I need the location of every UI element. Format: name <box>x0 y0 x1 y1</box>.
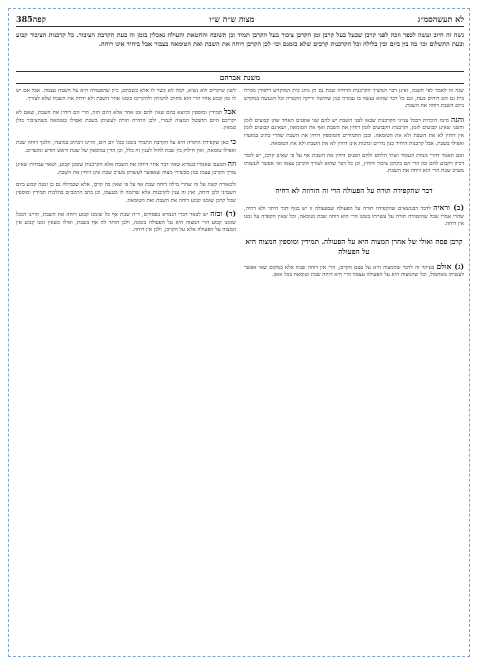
left-paragraph-3-text: כאן שקפידת התורה היא על הקרבת התמיד בזמנו בכל יום ויום, והיינו דכתיב במועדו, הלכך דוחה שבת ואפילו טומאה, ואין חילוק בין שבת לחול לענין זה כלל, וכן הדין במוספין של שבת וראש חודש ומועדים. <box>16 139 236 154</box>
left-paragraph-2 <box>16 108 236 133</box>
top-commentary: נשה זה חיוב ועשה לכפר וזכה לפני קרבן שבעל בעל קרבן זמן הקרבן ציבור בעל הקרבן תמיד וכן תשובה והחטאת והעולה נאכלין בזמן זה בעת הקרבת הציבור. כל קרבנות הציבור קבוע ובעת התשלום וכו׳ בה בין ביום ובין בלילה וכל הקרבנות קרבים שלא בזמנם וכו׳ לכן הקרבן דוחה את השבת ואת הטומאה בצבור אבל ביחיד אינו דוחה. <box>16 32 464 48</box>
right-paragraph-2 <box>244 116 464 148</box>
right-paragraph-1: שנה זה לאמר לפי תשנה, ואינן דבר המשיך הקרבנות הדחיה שבת גם הן נוהג בית המוקדש דלפידן ממילו בית גם הם דוחים בעת, וגם כל דבר שהוא נעשה בו עבודה כגון שחיטה זריקה הקטרה וכל הנעשה במקדש ביום השבת דוחה את השבת. <box>244 88 464 110</box>
header-page-number: 385 <box>16 14 33 24</box>
page-header <box>16 14 464 27</box>
text-columns <box>16 88 464 652</box>
right-lead-3: (ג) אולם <box>436 261 464 271</box>
right-lead-1: והנה <box>451 114 464 124</box>
left-lead-1: אבל <box>224 107 236 117</box>
left-paragraph-4 <box>16 160 236 177</box>
header-folio: קפה <box>32 14 46 24</box>
right-bottom-heading: קרבן פסח ואולי של אהרן המצוה היא על הפעולה. תמידין ומוספין המצוה היא על הפעולה <box>245 236 463 256</box>
left-column <box>16 88 236 652</box>
left-paragraph-5: ולכאורה קשה על זה שהרי מילה דוחה שבת אף על פי שאין בה קרבן, אלא שבמילה גם כן זמנה קבוע ביום השמיני ולכן דוחה, ואין זה ענין לקרבנות אלא שדומה לו בטעמו, וכן כתב הרמב״ם בהלכות תמידין ומוספין שכל קרבן שזמנו קבוע דוחה את השבת ואת הטומאה. <box>16 182 236 204</box>
section-title: משנת אברהם <box>16 71 464 84</box>
right-lead-2: (ב) וראיה <box>433 202 464 212</box>
right-column <box>244 88 464 652</box>
left-paragraph-4-text: הטעם שאמרו בגמרא שאין דבר אחר דוחה את השבת אלא הקרבנות שזמנן קבוע, ושאר עבודות שאינן צורך הקרבן עצמו כגון מכשירי מצוה שאפשר לעשותן מערב שבת אינן דוחין את השבת. <box>16 162 236 176</box>
left-paragraph-2-text: תמידין ומוספין וכיוצא בהם שאין להם זמן אחר אלא היום הזה, הרי הם דוחין את השבת, שאם לא יקריבם היום תתבטל המצוה לגמרי, ולכן התירה תורה לעשותן בשבת ואפילו בטומאה כשהציבור כולן טמאין. <box>16 110 236 132</box>
left-paragraph-3 <box>16 138 236 155</box>
right-paragraph-5 <box>244 263 464 280</box>
header-title: מצוה ש״ה ש״ו <box>209 14 255 24</box>
left-lead-2: כי <box>230 136 236 146</box>
header-tractate: לא תעשה <box>432 14 464 24</box>
header-pref: סמ״ג <box>417 14 433 24</box>
left-lead-3: וזה <box>227 159 236 169</box>
right-paragraph-3: ואם תאמר דהרי מנחת העומר ושתי הלחם ולחם הפנים דוחין את השבת אף על פי שאינן קרבן, יש לומר דכיון דקבוע להם זמן הרי הם כקרבן ציבור ודוחין, וכן כל דבר שהוא לצורך הקרבן עצמו ואי אפשר לעשותו מערב שבת הרי הוא דוחה את השבת. <box>244 153 464 175</box>
right-paragraph-5-text: בעיקר זה לדבר שהמצוה היא על עצם הקרבן, הרי אין דוחה שבת אלא במקום שאי אפשר לעשותו מאתמול, וכל שהמצוה היא על הפעולה עצמה הרי היא דוחה שבת וטומאה בכל אופן. <box>244 264 464 279</box>
left-paragraph-1: לשון שיקרים ולא נשיא, למה לא כשר לו אלא בשבתם, כיון שהפעולה היא על השבת עצמה. אבל אם יש לו זמן קבוע אחר הרי הוא מחויב להמתין ולהקריבו בזמנו אחר השבת ולא ידחה את השבת שלא לצורך. <box>16 88 236 102</box>
right-subheading: דבר שהקפידה תורה על הפעולה הרי זה הזרוזה לא דחיה <box>275 185 433 195</box>
left-lead-4: (ד) ובזה <box>210 209 236 219</box>
right-paragraph-2-text: מינה היכרות דבכל ענייני הקרבנות שבאו לפני השבת יש להם שני אופנים האחד שהן קבועים לזמן והשני שאינן קבועים לזמן, וקרבנות הקבועים לזמן דוחין את השבת ואף את הטומאה, ושאינם קבועים לזמן אין דוחין לא את השבת ולא את הטומאה. ובכן התמידים והמוספין דוחין את השבת שהרי כתיב במועדו ואפילו בשבת, אבל קרבנות היחיד כגון נדרים ונדבות אינן דוחין לא את השבת ולא את הטומאה. <box>244 117 464 147</box>
right-paragraph-4-text: לדבר דבנושאים שהקפידה תורה על הפעולה שבפעולה זו יש בגוף דבר היתר ולא דחיה, שהרי אמרו שכל שהקפידה תורה על עשייתו בזמנו הרי הוא דוחה שבת וטומאה, וכל שאין הקפדה על זמנו אין דוחה. <box>244 205 464 228</box>
right-paragraph-4 <box>244 204 464 229</box>
left-paragraph-6 <box>16 210 236 235</box>
book-page <box>16 14 464 652</box>
left-paragraph-6-text: יש לבאר דברי הגמרא בפסחים, ד״ה שבת אף כל שזמנו קבוע דוחה את השבת, והיינו דבכל שזמנו קבוע הרי המצוה היא על הפעולה בזמנה, ולכן הותר לה אף בשבת, ואילו כשאין זמנו קבוע אין המצוה על הפעולה אלא על הקרבן, ולכן אין דוחה. <box>16 212 236 234</box>
